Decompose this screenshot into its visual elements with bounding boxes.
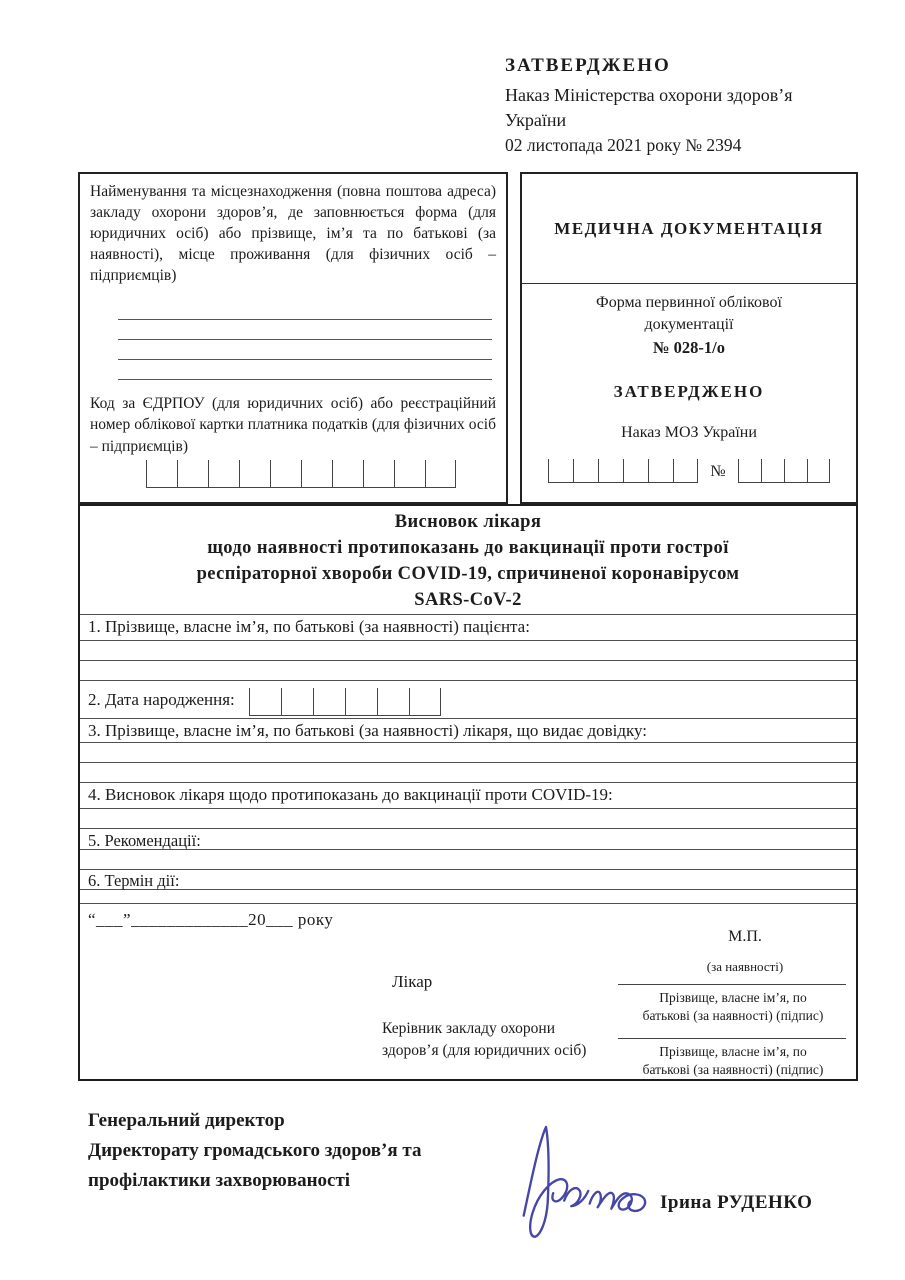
edrpou-cell (425, 460, 456, 487)
number-sign: № (710, 463, 726, 480)
form-item-recommendations (80, 828, 856, 849)
edrpou-cell (394, 460, 425, 487)
document-title-line4: SARS-CoV-2 (414, 590, 522, 610)
form-item-birth-date (80, 680, 856, 718)
edrpou-cell-grid (146, 460, 456, 488)
order-number-cell (784, 459, 807, 482)
approval-country-line: України (505, 110, 567, 130)
edrpou-cell (270, 460, 301, 487)
facility-head-label-line1: Керівник закладу охорони (382, 1020, 556, 1037)
facility-info-box (78, 172, 508, 504)
form-number: № 028-1/о (652, 338, 726, 357)
blank-write-line (118, 340, 492, 360)
document-title-line2: щодо наявності протипоказань до вакцинації проти гострої (207, 538, 729, 558)
document-title-line3: респіраторної хвороби COVID-19, спричиненої коронавірусом (196, 564, 740, 584)
blank-write-line (118, 320, 492, 340)
blank-row (80, 660, 856, 680)
head-signature-line (618, 1038, 846, 1039)
doctor-signature-caption-line1: Прізвище, власне ім’я, по (659, 990, 807, 1005)
blank-write-line (118, 300, 492, 320)
medical-documentation-cell (522, 174, 856, 284)
handwritten-signature (506, 1113, 658, 1245)
stamp-note: (за наявності) (706, 959, 784, 974)
edrpou-cell (363, 460, 394, 487)
order-number-row (522, 459, 856, 483)
signature-scribble-icon (506, 1113, 658, 1240)
order-date-cell-grid (548, 459, 698, 483)
order-date-cell (598, 459, 623, 482)
medical-documentation-title: МЕДИЧНА ДОКУМЕНТАЦІЯ (554, 218, 824, 238)
facility-blank-lines (118, 300, 492, 380)
form-item-conclusion-label: 4. Висновок лікаря щодо протипоказань до вакцинації проти COVID-19: (88, 785, 613, 804)
form-item-recommendations-label: 5. Рекомендації: (88, 831, 201, 850)
blank-row (80, 742, 856, 762)
signer-role-line2: Директорату громадського здоров’я та (88, 1140, 422, 1161)
edrpou-cell (177, 460, 208, 487)
blank-row (80, 640, 856, 660)
form-type-line1: Форма первинної облікової (596, 294, 782, 311)
signer-role (88, 1106, 421, 1196)
approval-order-date: 02 листопада 2021 року № 2394 (505, 135, 742, 155)
signature-section (80, 903, 856, 1079)
birth-date-cell (345, 688, 377, 715)
order-date-cell (673, 459, 698, 482)
edrpou-cell (332, 460, 363, 487)
fill-in-date-line: “___”_____________20___ року (88, 910, 334, 929)
medical-documentation-box (520, 172, 858, 504)
head-signature-caption (588, 1043, 878, 1079)
doctor-signature-caption-line2: батькові (за наявності) (підпис) (642, 1007, 824, 1023)
blank-row (80, 849, 856, 869)
head-signature-caption-line2: батькові (за наявності) (підпис) (642, 1061, 824, 1077)
form-item-patient-name-label: 1. Прізвище, власне ім’я, по батькові (за наявності) пацієнта: (88, 617, 530, 636)
approval-title: ЗАТВЕРДЖЕНО (505, 55, 671, 76)
edrpou-cell (239, 460, 270, 487)
form-item-doctor-name (80, 718, 856, 742)
birth-date-cell-grid (249, 688, 441, 716)
approval-header (505, 55, 885, 156)
doctor-signature-caption (588, 989, 878, 1025)
form-type-line2: документації (644, 316, 734, 333)
form-item-validity-label: 6. Термін дії: (88, 871, 180, 890)
box-approved-title: ЗАТВЕРДЖЕНО (613, 382, 765, 401)
facility-head-label (382, 1018, 586, 1061)
form-item-conclusion (80, 782, 856, 808)
form-item-patient-name (80, 614, 856, 640)
order-number-cell (807, 459, 830, 482)
birth-date-cell (249, 688, 281, 715)
form-info-cell (522, 284, 856, 483)
doctor-signature-line (618, 984, 846, 985)
facility-description: Найменування та місцезнаходження (повна поштова адреса) закладу охорони здоров’я, де заповнюється форма (для юридичних осіб) або прізвище, ім’я та по батькові (за наявності), місце проживання (для фізичних осіб – підприємців) (90, 183, 496, 285)
birth-date-cell (313, 688, 345, 715)
order-date-cell (573, 459, 598, 482)
stamp-label: М.П. (728, 928, 762, 945)
signer-role-line3: профілактики захворюваності (88, 1170, 351, 1191)
order-date-cell (648, 459, 673, 482)
order-date-cell (548, 459, 573, 482)
order-number-cell (761, 459, 784, 482)
form-item-doctor-name-label: 3. Прізвище, власне ім’я, по батькові (за наявності) лікаря, що видає довідку: (88, 721, 648, 740)
document-title (80, 506, 856, 614)
blank-row (80, 762, 856, 782)
order-date-cell (623, 459, 648, 482)
order-number-cell-grid (738, 459, 830, 483)
doctor-signature-label: Лікар (392, 972, 433, 991)
edrpou-cell (208, 460, 239, 487)
signer-role-line1: Генеральний директор (88, 1110, 285, 1131)
birth-date-cell (281, 688, 313, 715)
moz-order-line: Наказ МОЗ України (621, 424, 757, 441)
edrpou-label: Код за ЄДРПОУ (для юридичних осіб) або реєстраційний номер облікової картки платника податків (для фізичних осіб – підприємців) (90, 395, 496, 455)
form-item-birth-date-label: 2. Дата народження: (88, 689, 235, 709)
signature-ink (521, 1124, 647, 1237)
form-item-validity (80, 869, 856, 889)
order-number-cell (738, 459, 761, 482)
document-title-line1: Висновок лікаря (394, 512, 542, 532)
birth-date-cell (409, 688, 441, 715)
edrpou-cell (301, 460, 332, 487)
blank-row (80, 889, 856, 903)
blank-write-line (118, 360, 492, 380)
blank-row (80, 808, 856, 828)
approval-order-line: Наказ Міністерства охорони здоров’я (505, 85, 793, 105)
birth-date-cell (377, 688, 409, 715)
head-signature-caption-line1: Прізвище, власне ім’я, по (659, 1044, 807, 1059)
conclusion-form-table (78, 504, 858, 1081)
facility-head-label-line2: здоров’я (для юридичних осіб) (382, 1041, 587, 1059)
edrpou-cell (146, 460, 177, 487)
signer-name: Ірина РУДЕНКО (660, 1192, 813, 1213)
